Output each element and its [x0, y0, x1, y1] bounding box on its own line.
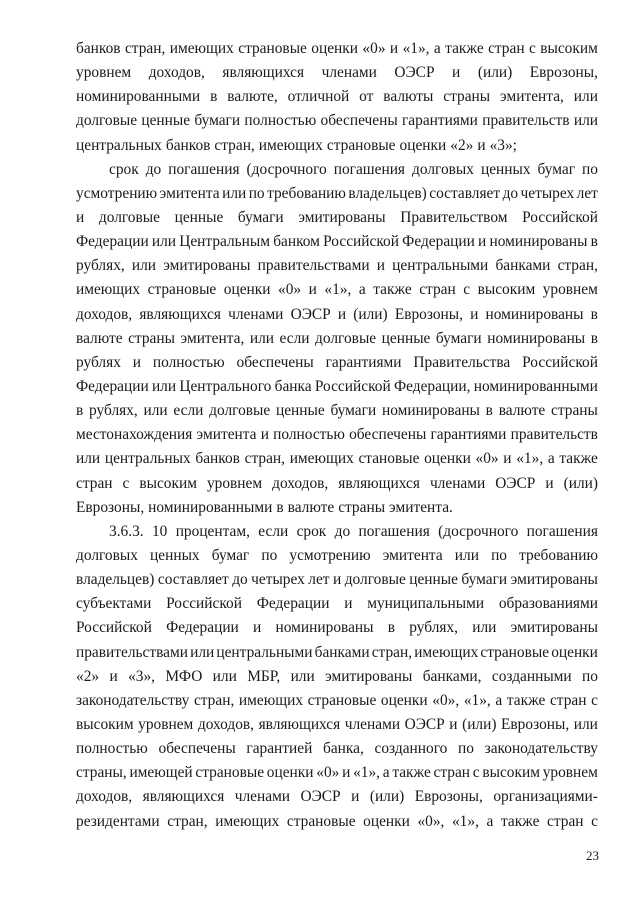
body-text: [76, 37, 598, 834]
paragraph-p1: [76, 37, 598, 158]
text-line: усмотрению эмитента или по требованию владельцев) составляет до четырех лет: [76, 184, 598, 202]
text-line: «2» и «3», МФО или МБР, или эмитированы банками, созданными по: [76, 667, 598, 685]
text-line: центральных банков стран, имеющих страновые оценки «2» и «3»;: [76, 136, 517, 154]
text-line: страны, имеющей страновые оценки «0» и «1», а также стран с высоким уровнем: [76, 764, 598, 782]
paragraph-p2: [76, 158, 598, 520]
text-line: Федерации или Центральным банком Российской Федерации и номинированы в: [76, 233, 598, 251]
text-line: субъектами Российской Федерации и муниципальными образованиями: [76, 595, 598, 613]
text-line: полностью обеспечены гарантией банка, созданного по законодательству: [76, 740, 598, 758]
text-line: 3.6.3. 10 процентам, если срок до погашения (досрочного погашения: [109, 522, 598, 540]
text-line: доходов, являющихся членами ОЭСР и (или) Еврозоны, и номинированы в: [76, 305, 598, 323]
text-line: рублях и полностью обеспечены гарантиями Правительства Российской: [76, 353, 598, 371]
text-line: правительствами или центральными банками стран, имеющих страновые оценки: [76, 643, 598, 661]
text-line: высоким уровнем доходов, являющихся членами ОЭСР и (или) Еврозоны, или: [76, 715, 598, 733]
text-line: номинированными в валюте, отличной от валюты страны эмитента, или: [76, 88, 598, 106]
text-line: уровнем доходов, являющихся членами ОЭСР и (или) Еврозоны,: [76, 64, 598, 82]
text-line: срок до погашения (досрочного погашения долговых ценных бумаг по: [109, 160, 598, 178]
text-line: в рублях, или если долговые ценные бумаги номинированы в валюте страны: [76, 402, 598, 420]
text-line: Российской Федерации и номинированы в рублях, или эмитированы: [76, 619, 598, 637]
text-line: местонахождения эмитента и полностью обеспечены гарантиями правительств: [76, 426, 598, 444]
text-line: Еврозоны, номинированными в валюте страны эмитента.: [76, 498, 453, 516]
text-line: валюте страны эмитента, или если долговые ценные бумаги номинированы в: [76, 329, 598, 347]
text-line: резидентами стран, имеющих страновые оценки «0», «1», а также стран с: [76, 812, 598, 830]
text-line: и долговые ценные бумаги эмитированы Правительством Российской: [76, 208, 598, 226]
text-line: стран с высоким уровнем доходов, являющихся членами ОЭСР и (или): [76, 474, 598, 492]
text-line: Федерации или Центрального банка Российской Федерации, номинированными: [76, 377, 598, 395]
page-number: 23: [586, 848, 599, 863]
text-line: долговых ценных бумаг по усмотрению эмитента или по требованию: [76, 546, 598, 564]
text-line: рублях, или эмитированы правительствами и центральными банками стран,: [76, 257, 598, 275]
text-line: имеющих страновые оценки «0» и «1», а также стран с высоким уровнем: [76, 281, 598, 299]
text-line: законодательству стран, имеющих страновые оценки «0», «1», а также стран с: [76, 691, 598, 709]
text-line: банков стран, имеющих страновые оценки «0» и «1», а также стран с высоким: [76, 40, 598, 57]
text-line: доходов, являющихся членами ОЭСР и (или) Еврозоны, организациями-: [76, 788, 598, 806]
paragraph-p3: [76, 520, 598, 834]
text-line: или центральных банков стран, имеющих становые оценки «0» и «1», а также: [76, 450, 598, 468]
text-line: долговые ценные бумаги полностью обеспечены гарантиями правительств или: [76, 112, 598, 130]
text-line: владельцев) составляет до четырех лет и долговые ценные бумаги эмитированы: [76, 571, 598, 589]
